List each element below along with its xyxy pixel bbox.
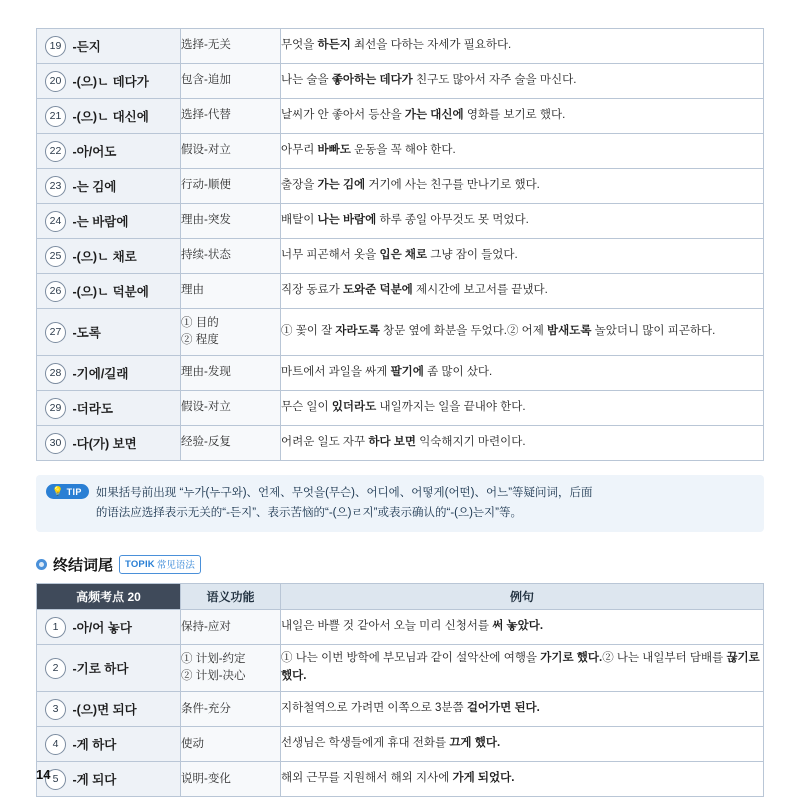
row-index-cell	[37, 64, 73, 99]
semantic-function-cell	[181, 356, 281, 391]
semantic-function-line: 理由	[181, 284, 204, 297]
semantic-function-line: ① 目的	[181, 316, 219, 329]
example-sentence-cell	[281, 204, 764, 239]
example-sentence-cell	[281, 727, 764, 762]
section-tag-topik: TOPIK	[125, 558, 155, 570]
example-sentence-cell	[281, 64, 764, 99]
semantic-function-line: 持续-状态	[181, 249, 231, 262]
row-index-cell	[37, 99, 73, 134]
example-sentence-cell	[281, 762, 764, 797]
grammar-form-text: -(으)ㄴ 데다가	[72, 74, 149, 89]
grammar-table-ending	[36, 583, 764, 797]
row-number-badge: 4	[45, 734, 66, 755]
table-row	[37, 239, 764, 274]
grammar-form-cell	[73, 239, 181, 274]
row-index-cell	[37, 356, 73, 391]
row-index-cell	[37, 29, 73, 64]
row-number-badge: 19	[45, 36, 66, 57]
grammar-table-connective	[36, 28, 764, 461]
example-sentence-cell	[281, 99, 764, 134]
row-number-badge: 2	[45, 658, 66, 679]
table-row	[37, 99, 764, 134]
row-index-cell	[37, 391, 73, 426]
row-number-badge: 27	[45, 322, 66, 343]
semantic-function-line: 假设-对立	[181, 401, 231, 414]
semantic-function-cell	[181, 610, 281, 645]
example-line: 직장 동료가 도와준 덕분에 제시간에 보고서를 끝냈다.	[281, 284, 548, 297]
row-number-badge: 25	[45, 246, 66, 267]
example-line: 무슨 일이 있더라도 내일까지는 일을 끝내야 한다.	[281, 401, 526, 414]
grammar-form-cell	[73, 426, 181, 461]
grammar-form-cell	[73, 169, 181, 204]
grammar-form-text: -아/어 놓다	[72, 620, 132, 635]
grammar-form-text: -더라도	[72, 401, 113, 416]
row-index-cell	[37, 610, 73, 645]
example-line: 선생님은 학생들에게 휴대 전화를 끄게 했다.	[281, 737, 501, 750]
grammar-form-text: -아/어도	[72, 144, 117, 159]
example-line: ② 나는 내일부터 담배를 끊기로 했다.	[281, 652, 760, 683]
grammar-form-text: -(으)ㄴ 대신에	[72, 109, 149, 124]
semantic-function-line: 理由-突发	[181, 214, 231, 227]
semantic-function-cell	[181, 309, 281, 356]
table-row	[37, 610, 764, 645]
example-sentence-cell	[281, 391, 764, 426]
grammar-form-cell	[73, 309, 181, 356]
example-line: 날씨가 안 좋아서 등산을 가는 대신에 영화를 보기로 했다.	[281, 109, 566, 122]
row-number-badge: 3	[45, 699, 66, 720]
example-line: 출장을 가는 김에 거기에 사는 친구를 만나기로 했다.	[281, 179, 540, 192]
grammar-form-text: -(으)면 되다	[72, 702, 137, 717]
example-sentence-cell	[281, 309, 764, 356]
semantic-function-line: 假设-对立	[181, 144, 231, 157]
example-line: ① 나는 이번 방학에 부모님과 같이 설악산에 여행을 가기로 했다.	[281, 652, 603, 665]
grammar-form-cell	[73, 274, 181, 309]
semantic-function-line: ① 计划-约定	[181, 653, 246, 665]
semantic-function-cell	[181, 274, 281, 309]
semantic-function-line: 条件-充分	[181, 702, 231, 715]
example-sentence-cell	[281, 610, 764, 645]
table-header-row	[37, 584, 764, 610]
tip-text	[96, 483, 593, 523]
table-row	[37, 692, 764, 727]
grammar-form-cell	[73, 727, 181, 762]
section-tag	[119, 555, 201, 574]
semantic-function-cell	[181, 99, 281, 134]
header-semantic-function: 语义功能	[181, 584, 281, 610]
row-number-badge: 1	[45, 617, 66, 638]
example-sentence-cell	[281, 356, 764, 391]
grammar-form-text: -는 김에	[72, 179, 117, 194]
grammar-form-cell	[73, 134, 181, 169]
example-line: 무엇을 하든지 최선을 다하는 자세가 필요하다.	[281, 39, 512, 52]
row-index-cell	[37, 239, 73, 274]
example-line: 마트에서 과일을 싸게 팔기에 좀 많이 샀다.	[281, 366, 493, 379]
row-index-cell	[37, 727, 73, 762]
semantic-function-line: ② 程度	[181, 334, 219, 346]
table-row	[37, 29, 764, 64]
grammar-form-cell	[73, 692, 181, 727]
grammar-form-text: -는 바람에	[72, 214, 129, 229]
table-row	[37, 762, 764, 797]
semantic-function-cell	[181, 727, 281, 762]
tip-badge-label: TIP	[66, 486, 82, 497]
example-sentence-cell	[281, 426, 764, 461]
row-number-badge: 26	[45, 281, 66, 302]
semantic-function-line: 使动	[181, 737, 204, 750]
semantic-function-cell	[181, 169, 281, 204]
semantic-function-cell	[181, 29, 281, 64]
tip-line-1: 如果括号前出现 “누가(누구와)、언제、무엇을(무슨)、어디에、어떻게(어떤)、어느”等疑问词，后面	[95, 487, 593, 499]
example-line: 내일은 바쁠 것 같아서 오늘 미리 신청서를 써 놓았다.	[281, 620, 544, 633]
grammar-form-cell	[73, 64, 181, 99]
table-row	[37, 134, 764, 169]
header-example: 例句	[281, 584, 764, 610]
semantic-function-line: 包含-追加	[181, 74, 231, 87]
semantic-function-line: 选择-无关	[181, 39, 231, 52]
section-heading	[36, 554, 764, 575]
row-number-badge: 21	[45, 106, 66, 127]
grammar-form-text: -게 하다	[72, 737, 117, 752]
example-line: 아무리 바빠도 운동을 꼭 해야 한다.	[281, 144, 456, 157]
grammar-form-text: -도록	[72, 325, 101, 340]
grammar-form-cell	[73, 762, 181, 797]
example-line: 나는 술을 좋아하는 데다가 친구도 많아서 자주 술을 마신다.	[281, 74, 577, 87]
tip-badge	[46, 484, 89, 499]
table-row	[37, 204, 764, 239]
table-row	[37, 309, 764, 356]
grammar-form-cell	[73, 29, 181, 64]
row-index-cell	[37, 309, 73, 356]
tip-line-2: 的语法应选择表示无关的“-든지”、表示苦恼的“-(으)ㄹ지”或表示确认的“-(으)는지”等。	[95, 507, 522, 520]
example-sentence-cell	[281, 692, 764, 727]
row-number-badge: 22	[45, 141, 66, 162]
table-row	[37, 391, 764, 426]
example-sentence-cell	[281, 169, 764, 204]
section-tag-cn: 常见语法	[156, 560, 195, 572]
example-line: 해외 근무를 지원해서 해외 지사에 가게 되었다.	[281, 772, 515, 785]
example-line: 지하철역으로 가려면 이쪽으로 3분쯤 걸어가면 된다.	[281, 702, 540, 715]
semantic-function-cell	[181, 64, 281, 99]
table-row	[37, 727, 764, 762]
row-number-badge: 23	[45, 176, 66, 197]
grammar-form-cell	[73, 204, 181, 239]
table-row	[37, 426, 764, 461]
row-index-cell	[37, 169, 73, 204]
row-index-cell	[37, 134, 73, 169]
semantic-function-line: 行动-顺便	[181, 179, 231, 192]
semantic-function-cell	[181, 391, 281, 426]
table-row	[37, 169, 764, 204]
table-row	[37, 645, 764, 692]
example-sentence-cell	[281, 239, 764, 274]
section-title: 终结词尾	[53, 557, 114, 575]
section-bullet-icon	[36, 559, 47, 570]
example-line: ② 어제 밤새도록 놀았더니 많이 피곤하다.	[506, 325, 716, 338]
semantic-function-cell	[181, 426, 281, 461]
grammar-form-cell	[73, 645, 181, 692]
row-index-cell	[37, 274, 73, 309]
grammar-form-text: -기에/길래	[72, 366, 129, 381]
header-high-frequency: 高频考点 20	[37, 584, 181, 610]
semantic-function-cell	[181, 239, 281, 274]
semantic-function-cell	[181, 645, 281, 692]
grammar-form-cell	[73, 610, 181, 645]
grammar-form-text: -(으)ㄴ 덕분에	[72, 284, 149, 299]
grammar-form-text: -기로 하다	[72, 661, 129, 676]
grammar-form-cell	[73, 356, 181, 391]
semantic-function-line: ② 计划-决心	[181, 670, 246, 683]
row-index-cell	[37, 692, 73, 727]
row-number-badge: 5	[45, 769, 66, 790]
semantic-function-line: 保持-应对	[181, 620, 231, 633]
example-line: 너무 피곤해서 옷을 입은 채로 그냥 잠이 들었다.	[281, 249, 518, 262]
grammar-form-cell	[73, 99, 181, 134]
table-row	[37, 274, 764, 309]
row-number-badge: 20	[45, 71, 66, 92]
row-number-badge: 30	[45, 433, 66, 454]
semantic-function-cell	[181, 692, 281, 727]
row-index-cell	[37, 204, 73, 239]
row-index-cell	[37, 645, 73, 692]
example-sentence-cell	[281, 134, 764, 169]
example-line: ① 꽃이 잘 자라도록 창문 옆에 화분을 두었다.	[281, 325, 507, 338]
semantic-function-cell	[181, 204, 281, 239]
example-sentence-cell	[281, 645, 764, 692]
grammar-form-text: -다(가) 보면	[72, 436, 137, 451]
table-row	[37, 356, 764, 391]
example-sentence-cell	[281, 29, 764, 64]
grammar-form-text: -게 되다	[72, 772, 117, 787]
grammar-form-text: -(으)ㄴ 채로	[72, 249, 137, 264]
semantic-function-line: 理由-发现	[181, 366, 231, 379]
lightbulb-icon: 💡	[52, 486, 64, 496]
page-number: 14	[36, 767, 51, 782]
table-row	[37, 64, 764, 99]
row-number-badge: 28	[45, 363, 66, 384]
example-sentence-cell	[281, 274, 764, 309]
row-number-badge: 24	[45, 211, 66, 232]
semantic-function-line: 经验-反复	[181, 436, 231, 449]
row-number-badge: 29	[45, 398, 66, 419]
example-line: 어려운 일도 자꾸 하다 보면 익숙해지기 마련이다.	[281, 436, 526, 449]
example-line: 배탈이 나는 바람에 하루 종일 아무것도 못 먹었다.	[281, 214, 529, 227]
semantic-function-line: 说明-变化	[181, 772, 231, 785]
row-index-cell	[37, 426, 73, 461]
semantic-function-cell	[181, 134, 281, 169]
grammar-form-cell	[73, 391, 181, 426]
semantic-function-cell	[181, 762, 281, 797]
semantic-function-line: 选择-代替	[181, 109, 231, 122]
tip-box	[36, 475, 764, 532]
grammar-form-text: -든지	[72, 39, 101, 54]
